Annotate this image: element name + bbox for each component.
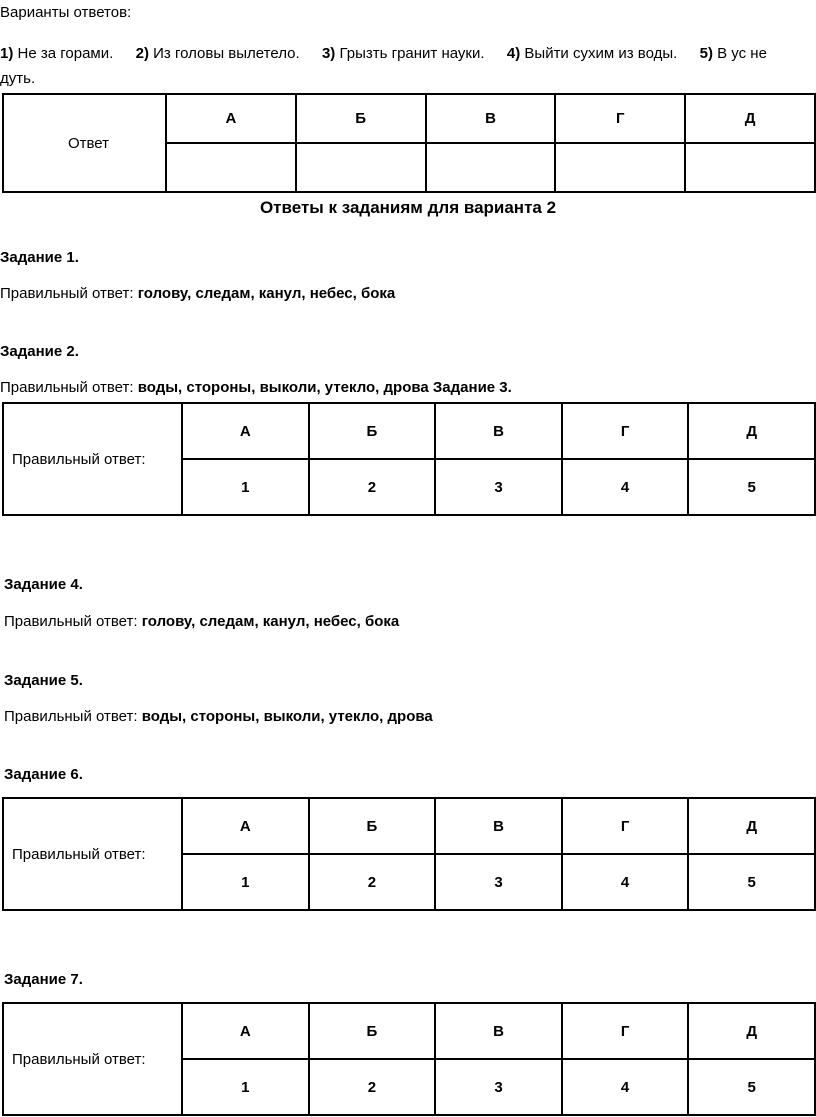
task-3-table [2,402,816,516]
task-6-header-d: Д [688,798,815,854]
task-3-header-b: Б [309,403,436,459]
task-1-answer-value: голову, следам, канул, небес, бока [137,285,396,302]
task-2-answer-value: воды, стороны, выколи, утекло, дрова [137,379,429,396]
grid-cell-v[interactable] [426,143,556,192]
correct-label: Правильный ответ: [4,613,142,630]
grid-header-g: Г [555,94,685,143]
task-6-value-b: 2 [309,854,436,910]
task-3-value-d: 5 [688,459,815,515]
correct-label: Правильный ответ: [0,379,138,396]
option-3: 3) Грызть гранит науки. [321,45,485,62]
grid-row-label: Ответ [3,94,166,192]
task-7-header-a: А [182,1003,309,1059]
task-6-table [2,797,816,911]
task-7-header-g: Г [562,1003,689,1059]
task-1-answer [0,285,395,302]
task-3-header-d: Д [688,403,815,459]
task-2-title: Задание 2. [0,343,79,360]
task-6-row-label: Правильный ответ: [3,798,182,910]
answer-grid-blank [2,93,816,193]
variants-heading: Варианты ответов: [0,4,132,21]
option-5: 5) В ус не [699,45,767,62]
grid-header-d: Д [685,94,815,143]
task-7-value-g: 4 [562,1059,689,1115]
task-7-header-v: В [435,1003,562,1059]
task-6-header-v: В [435,798,562,854]
task-6-value-v: 3 [435,854,562,910]
task-3-header-a: А [182,403,309,459]
task-7-value-b: 2 [309,1059,436,1115]
task-7-title: Задание 7. [4,971,83,988]
task-1-title: Задание 1. [0,249,79,266]
task-3-header-v: В [435,403,562,459]
task-6-header-b: Б [309,798,436,854]
task-5-title: Задание 5. [4,672,83,689]
task-7-value-v: 3 [435,1059,562,1115]
grid-cell-d[interactable] [685,143,815,192]
task-6-value-d: 5 [688,854,815,910]
task-6-value-a: 1 [182,854,309,910]
task-6-header-g: Г [562,798,689,854]
task-5-answer [4,708,433,725]
task-6-value-g: 4 [562,854,689,910]
task-7-header-d: Д [688,1003,815,1059]
grid-header-b: Б [296,94,426,143]
correct-label: Правильный ответ: [0,285,138,302]
correct-label: Правильный ответ: [4,708,142,725]
task-3-row-label: Правильный ответ: [3,403,182,515]
task-3-title: Задание 3. [432,379,512,396]
grid-cell-a[interactable] [166,143,296,192]
option-5-wrap: дуть. [0,70,36,87]
task-6-header-a: А [182,798,309,854]
task-3-value-b: 2 [309,459,436,515]
grid-header-v: В [426,94,556,143]
option-1: 1) Не за горами. [0,45,114,62]
task-3-value-v: 3 [435,459,562,515]
option-2: 2) Из головы вылетело. [135,45,300,62]
answers-title: Ответы к заданиям для варианта 2 [259,198,557,217]
task-6-title: Задание 6. [4,766,83,783]
task-7-table [2,1002,816,1116]
task-7-value-d: 5 [688,1059,815,1115]
task-7-header-b: Б [309,1003,436,1059]
task-3-header-g: Г [562,403,689,459]
task-7-row-label: Правильный ответ: [3,1003,182,1115]
grid-cell-g[interactable] [555,143,685,192]
grid-header-a: А [166,94,296,143]
task-4-answer [4,613,399,630]
task-4-answer-value: голову, следам, канул, небес, бока [141,613,400,630]
grid-cell-b[interactable] [296,143,426,192]
task-7-value-a: 1 [182,1059,309,1115]
task-3-value-a: 1 [182,459,309,515]
task-4-title: Задание 4. [4,576,83,593]
option-4: 4) Выйти сухим из воды. [506,45,678,62]
task-5-answer-value: воды, стороны, выколи, утекло, дрова [141,708,433,725]
variant-options-line [0,45,767,62]
task-3-value-g: 4 [562,459,689,515]
task-2-answer [0,379,512,396]
